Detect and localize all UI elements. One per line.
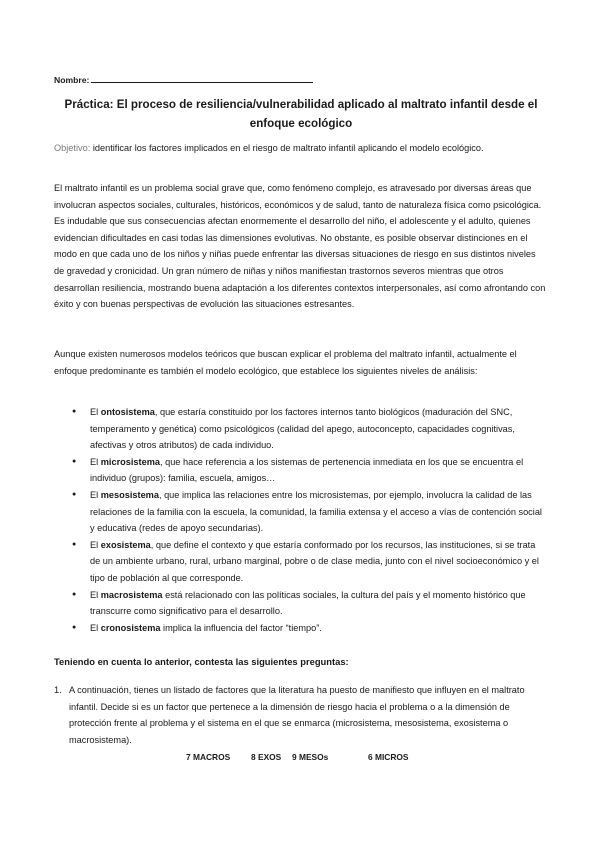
level-term: exosistema [100, 539, 151, 550]
count-mesos: 9 MESOs [292, 752, 329, 762]
level-ontosistema: ● El ontosistema, que estaría constituido por los factores internos tanto biológicos (maduración del SNC, temperamento y genética) como psicológicos (calidad del apego, autoconcepto, capacidades cognitivas, afectivas y otros atributos) de cada individuo. [54, 404, 548, 454]
count-exos: 8 EXOS [251, 752, 282, 762]
level-microsistema: ● El microsistema, que hace referencia a los sistemas de pertenencia inmediata en los que se encuentra el individuo (grupos): familia, escuela, amigos… [54, 454, 548, 487]
level-cronosistema: ● El cronosistema implica la influencia del factor “tiempo”. [54, 620, 548, 637]
name-label: Nombre: [54, 75, 90, 85]
question-1 [54, 682, 548, 748]
level-term: macrosistema [100, 589, 163, 600]
question-1-text: A continuación, tienes un listado de factores que la literatura ha puesto de manifiesto que influyen en el maltrato infantil. Decide si es un factor que pertenece a la dimensión de riesgo hacia el problema o a la dimensión de protección frente al problema y el sistema en el que se enmarca (microsistema, mesosistema, exosistema o macrosistema). [69, 685, 525, 745]
objective-label: Objetivo: [54, 143, 91, 153]
level-exosistema: ● El exosistema, que define el contexto y que estaría conformado por los recursos, las instituciones, si se trata de un ambiente urbano, rural, urbano marginal, pobre o de clase media, junto con el nivel socioeconómico y el tipo de población al que corresponde. [54, 537, 548, 587]
level-macrosistema: ● El macrosistema está relacionado con las políticas sociales, la cultura del país y el momento histórico que transcurre como significativo para el desarrollo. [54, 587, 548, 620]
level-mesosistema: ● El mesosistema, que implica las relaciones entre los microsistemas, por ejemplo, involucra la calidad de las relaciones de la familia con la escuela, la comunidad, la familia extensa y el acceso a vías de contención social y educativa (redes de apoyo secundarias). [54, 487, 548, 537]
model-paragraph: Aunque existen numerosos modelos teóricos que buscan explicar el problema del maltrato infantil, actualmente el enfoque predominante es también el modelo ecológico, que establece los siguientes niveles de análisis: [54, 349, 517, 376]
count-micros: 6 MICROS [368, 752, 409, 762]
name-blank[interactable] [91, 74, 313, 83]
objective [54, 140, 548, 157]
document-title: Práctica: El proceso de resiliencia/vulnerabilidad aplicado al maltrato infantil desde el enfoque ecológico [64, 98, 538, 130]
system-counts [54, 752, 548, 812]
name-field-line [54, 74, 313, 85]
level-term: ontosistema [100, 407, 155, 417]
intro-paragraph: El maltrato infantil es un problema social grave que, como fenómeno complejo, es atravesado por diversas áreas que involucran aspectos sociales, culturales, históricos, económicos y de salud, tanto de naturaleza física como psicológica. Es indudable que sus consecuencias afectan enormemente el desarrollo del niño, el adolescente y el adulto, quienes evidencian dificultades en casi todas las dimensiones evolutivas. No obstante, es posible observar distinciones en el modo en que cada uno de los niños y niñas puede enfrentar las diversas situaciones de riesgo en sus distintos niveles de gravedad y cronicidad. Un gran número de niñas y niños manifiestan trastornos severos mientras que otros desarrollan resiliencia, mostrando buena adaptación a los diferentes contextos interpersonales, así como afrontando con éxito y con buenas perspectivas de evolución las situaciones estresantes. [54, 183, 546, 310]
objective-text: identificar los factores implicados en el riesgo de maltrato infantil aplicando el modelo ecológico. [90, 143, 484, 153]
level-term: microsistema [100, 456, 160, 467]
level-term: cronosistema [100, 622, 161, 633]
question-1-number: 1. [54, 685, 62, 695]
level-term: mesosistema [100, 489, 159, 500]
ecological-levels-list [54, 404, 548, 636]
questions-intro: Teniendo en cuenta lo anterior, contesta las siguientes preguntas: [54, 656, 349, 667]
count-macros: 7 MACROS [186, 752, 231, 762]
